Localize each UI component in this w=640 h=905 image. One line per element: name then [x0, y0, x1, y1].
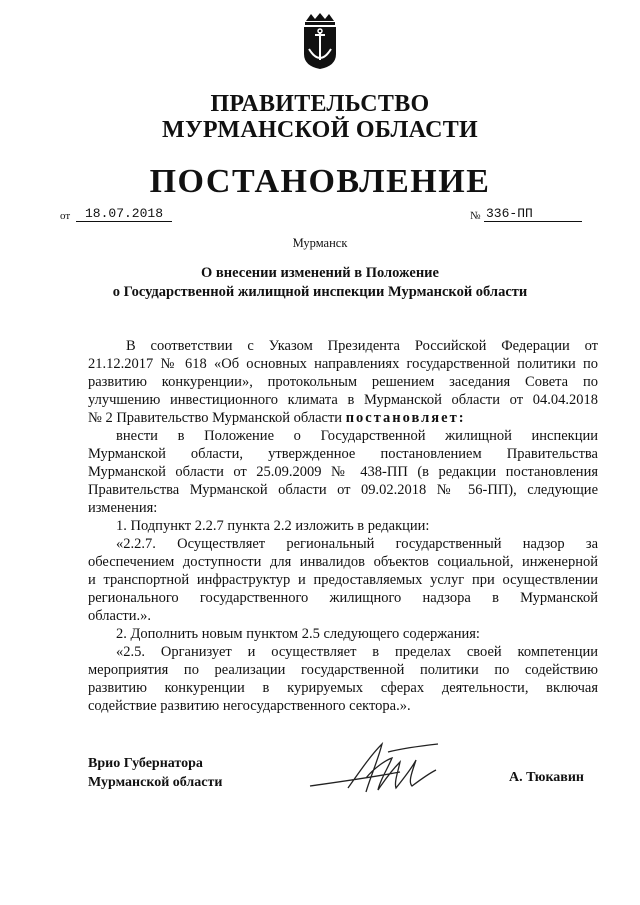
- body-line: обеспечением доступности для инвалидов объектов социальной, инженерной: [88, 554, 598, 570]
- body-line: Мурманской области от 25.09.2009 № 438-ПП (в редакции постановления: [88, 464, 598, 480]
- body-line: В соответствии с Указом Президента Российской Федерации от: [126, 338, 598, 354]
- body-line: развитию конкуренции», протокольным решением заседания Совета по: [88, 374, 598, 390]
- document-type-title: ПОСТАНОВЛЕНИЕ: [149, 163, 491, 200]
- body-line: улучшению инвестиционного климата в Мурманской области от 04.04.2018: [88, 392, 598, 408]
- date-prefix: от: [60, 210, 71, 222]
- body-line: 21.12.2017 № 618 «Об основных направлениях государственной политики по: [88, 356, 598, 372]
- number-prefix: №: [470, 210, 481, 222]
- document-number: 336-ПП: [484, 206, 582, 222]
- body-line: содействие развитию негосударственного сектора.».: [88, 698, 411, 714]
- government-title-line2: МУРМАНСКОЙ ОБЛАСТИ: [162, 117, 478, 143]
- subject-line2: о Государственной жилищной инспекции Мурманской области: [112, 284, 528, 300]
- body-line: области.».: [88, 608, 151, 624]
- body-line: внести в Положение о Государственной жилищной инспекции: [116, 428, 598, 444]
- signatory-position-line2: Мурманской области: [88, 775, 223, 790]
- resolves-word: постановляет:: [345, 410, 466, 426]
- body-line-text: № 2 Правительство Мурманской области: [88, 410, 343, 426]
- body-line: регионального государственного жилищного надзора в Мурманской: [88, 590, 598, 606]
- body-line: развитию конкуренции в курируемых сферах деятельности, включая: [88, 680, 598, 696]
- body-line: [88, 409, 466, 427]
- body-line: Мурманской области, утвержденное постановлением Правительства: [88, 446, 598, 462]
- signatory-name: А. Тюкавин: [509, 770, 584, 785]
- subject-line1: О внесении изменений в Положение: [201, 265, 439, 281]
- city-name: Мурманск: [292, 236, 348, 250]
- document-date: 18.07.2018: [76, 206, 172, 222]
- body-line: «2.5. Организует и осуществляет в пределах своей компетенции: [116, 644, 598, 660]
- signatory-position-line1: Врио Губернатора: [88, 756, 203, 771]
- body-line: и транспортной инфраструктур и предоставляемых услуг при осуществлении: [88, 572, 598, 588]
- body-line: изменения:: [88, 500, 158, 516]
- body-line: 2. Дополнить новым пунктом 2.5 следующего содержания:: [116, 626, 480, 642]
- government-title-line1: ПРАВИТЕЛЬСТВО: [210, 91, 430, 117]
- body-line: мероприятия по реализации государственной политики по содействию: [88, 662, 598, 678]
- coat-of-arms-emblem: [302, 12, 338, 70]
- handwritten-signature-icon: [308, 738, 443, 798]
- body-line: Правительства Мурманской области от 09.02.2018 № 56-ПП), следующие: [88, 482, 598, 498]
- body-line: 1. Подпункт 2.2.7 пункта 2.2 изложить в редакции:: [116, 518, 430, 534]
- body-line: «2.2.7. Осуществляет региональный государственный надзор за: [116, 536, 598, 552]
